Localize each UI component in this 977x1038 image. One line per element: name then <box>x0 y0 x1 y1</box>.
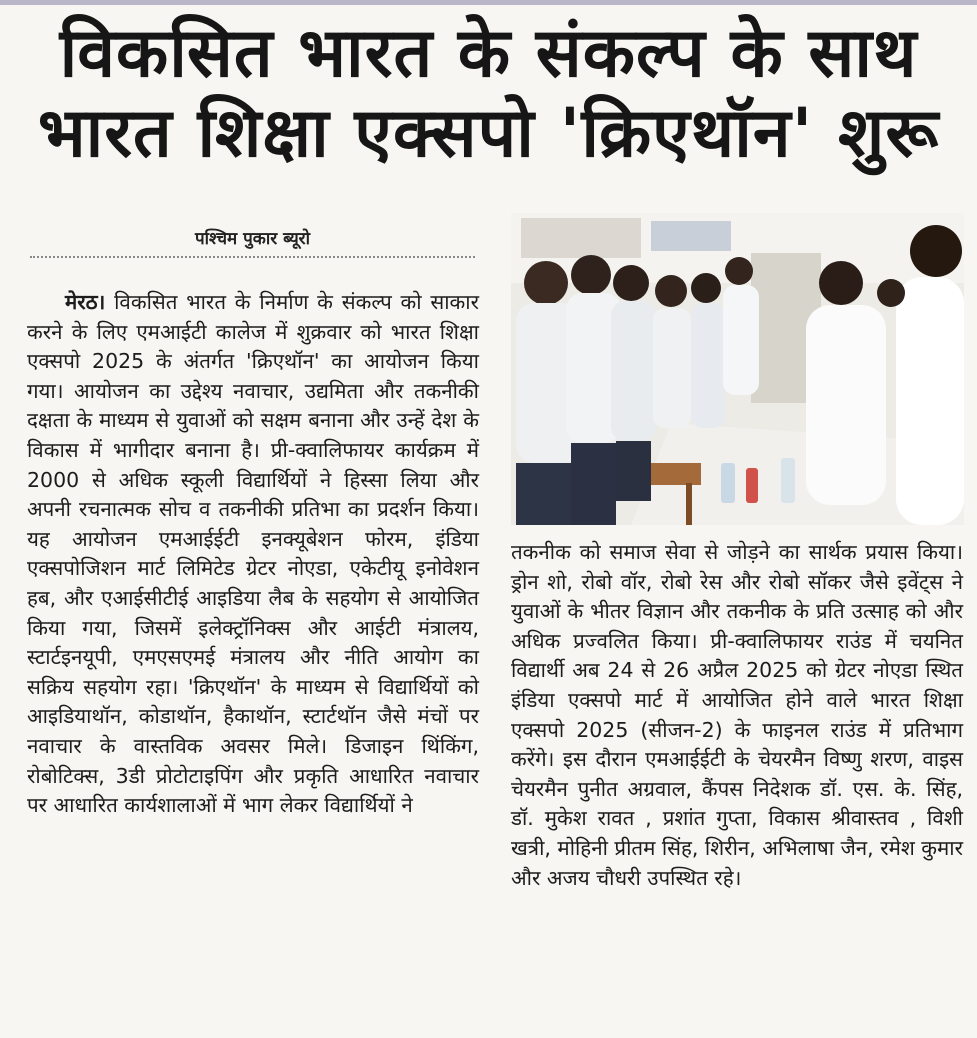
headline <box>0 14 977 174</box>
byline: पश्चिम पुकार ब्यूरो <box>194 229 311 249</box>
headline-line-1: विकसित भारत के संकल्प के साथ <box>59 14 918 93</box>
top-rule <box>0 0 977 5</box>
article-column-2 <box>511 538 963 893</box>
byline-divider <box>30 256 475 258</box>
photo-students-at-expo <box>511 213 964 525</box>
event-photo <box>511 213 964 525</box>
article-text-part-1: विकसित भारत के निर्माण के संकल्प को साकार करने के लिए एमआईटी कालेज में शुक्रवार को भारत शिक्षा एक्सपो 2025 के अंतर्गत 'क्रिएथॉन' का आयोजन किया गया। आयोजन का उद्देश्य नवाचार, उद्यमिता और तकनीकी दक्षता के माध्यम से युवाओं को सक्षम बनाना और उन्हें देश के विकास में भागीदार बनाना है। प्री-क्वालिफायर कार्यक्रम में 2000 से अधिक स्कूली विद्यार्थियों ने हिस्सा लिया और अपनी रचनात्मक सोच व तकनीकी प्रतिभा का प्रदर्शन किया। यह आयोजन एमआईईटी इनक्यूबेशन फोरम, इंडिया एक्सपोजिशन मार्ट लिमिटेड ग्रेटर नोएडा, एकेटीयू इनोवेशन हब, और एआईसीटीई आइडिया लैब के सहयोग से आयोजित किया गया, जिसमें इलेक्ट्रॉनिक्स और आईटी मंत्रालय, स्टार्टइनयूपी, एमएसएमई मंत्रालय और नीति आयोग का सक्रिय सहयोग रहा। 'क्रिएथॉन' के माध्यम से विद्यार्थियों को आइडियाथॉन, कोडाथॉन, हैकाथॉन, स्टार्टथॉन जैसे मंचों पर नवाचार के वास्तविक अवसर मिले। डिजाइन थिंकिंग, रोबोटिक्स, 3डी प्रोटोटाइपिंग और प्रकृति आधारित नवाचार पर आधारित कार्यशालाओं में भाग लेकर विद्यार्थियों ने <box>27 290 479 818</box>
headline-line-2: भारत शिक्षा एक्सपो 'क्रिएथॉन' शुरू <box>37 94 940 173</box>
article-column-1 <box>27 288 479 821</box>
article-text-part-2: तकनीक को समाज सेवा से जोड़ने का सार्थक प्रयास किया। ड्रोन शो, रोबो वॉर, रोबो रेस और रोबो सॉकर जैसे इवेंट्स ने युवाओं के भीतर विज्ञान और तकनीक के प्रति उत्साह को और अधिक प्रज्वलित किया। प्री-क्वालिफायर राउंड में चयनित विद्यार्थी अब 24 से 26 अप्रैल 2025 को ग्रेटर नोएडा स्थित इंडिया एक्सपो मार्ट में आयोजित होने वाले भारत शिक्षा एक्सपो 2025 (सीजन-2) के फाइनल राउंड में प्रतिभाग करेंगे। इस दौरान एमआईईटी के चेयरमैन विष्णु शरण, वाइस चेयरमैन पुनीत अग्रवाल, कैंपस निदेशक डॉ. एस. के. सिंह, डॉ. मुकेश रावत , प्रशांत गुप्ता, विकास श्रीवास्तव , विशी खत्री, मोहिनी प्रीतम सिंह, शिरीन, अभिलाषा जैन, रमेश कुमार और अजय चौधरी उपस्थित रहे। <box>511 540 963 890</box>
dateline: मेरठ। <box>65 290 106 314</box>
